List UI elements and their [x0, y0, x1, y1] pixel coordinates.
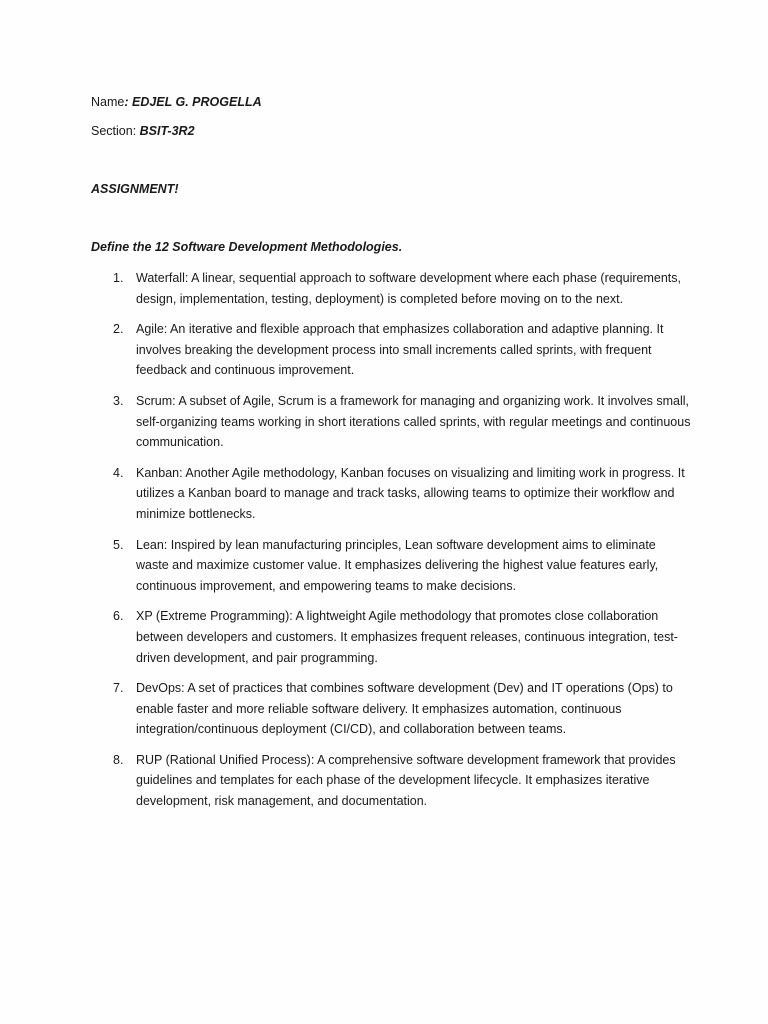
- item-text: RUP (Rational Unified Process): A comprehensive software development framework that provides guidelines and templates for each phase of the development lifecycle. It emphasizes iterative development, risk management, and documentation.: [136, 752, 676, 809]
- list-item: [91, 268, 691, 309]
- item-number: 6.: [113, 609, 124, 624]
- item-number: 4.: [113, 465, 124, 480]
- methodology-list: [91, 268, 691, 822]
- section-value: BSIT-3R2: [139, 124, 195, 138]
- name-label: Name: [91, 95, 125, 109]
- item-number: 8.: [113, 752, 124, 767]
- item-text: Lean: Inspired by lean manufacturing principles, Lean software development aims to eliminate waste and maximize customer value. It emphasizes delivering the highest value features early, continuous improvement, and empowering teams to make decisions.: [136, 537, 659, 593]
- section-line: [91, 123, 195, 139]
- list-item: [91, 606, 691, 668]
- item-number: 5.: [113, 537, 124, 552]
- list-item: [91, 535, 691, 597]
- item-number: 3.: [113, 393, 124, 408]
- list-item: [91, 750, 691, 812]
- list-item: [91, 319, 691, 381]
- list-item: [91, 463, 691, 525]
- list-item: [91, 678, 691, 740]
- assignment-title: ASSIGNMENT!: [91, 182, 179, 196]
- item-text: Agile: An iterative and flexible approach that emphasizes collaboration and adaptive planning. It involves breaking the development process into small increments called sprints, with frequent feedback and continuous improvement.: [136, 322, 664, 378]
- student-name: : EDJEL G. PROGELLA: [124, 95, 262, 109]
- item-text: Kanban: Another Agile methodology, Kanban focuses on visualizing and limiting work in progress. It utilizes a Kanban board to manage and track tasks, allowing teams to optimize their workflow and minimize bottlenecks.: [136, 465, 685, 521]
- item-number: 7.: [113, 681, 124, 696]
- item-text: Waterfall: A linear, sequential approach to software development where each phase (requirements, design, implementation, testing, deployment) is completed before moving on to the next.: [136, 271, 681, 306]
- name-line: [91, 94, 262, 110]
- section-label: Section:: [91, 124, 140, 138]
- assignment-prompt: Define the 12 Software Development Methodologies.: [91, 240, 403, 254]
- item-number: 2.: [113, 322, 124, 337]
- item-text: DevOps: A set of practices that combines software development (Dev) and IT operations (Ops) to enable faster and more reliable software delivery. It emphasizes automation, continuous integration/continuous deployment (CI/CD), and collaboration between teams.: [136, 681, 673, 737]
- item-text: XP (Extreme Programming): A lightweight Agile methodology that promotes close collaboration between developers and customers. It emphasizes frequent releases, continuous integration, test-driven development, and pair programming.: [136, 609, 678, 665]
- item-number: 1.: [113, 271, 124, 285]
- item-text: Scrum: A subset of Agile, Scrum is a framework for managing and organizing work. It involves small, self-organizing teams working in short iterations called sprints, with regular meetings and continuous communication.: [136, 393, 691, 450]
- list-item: [91, 391, 691, 453]
